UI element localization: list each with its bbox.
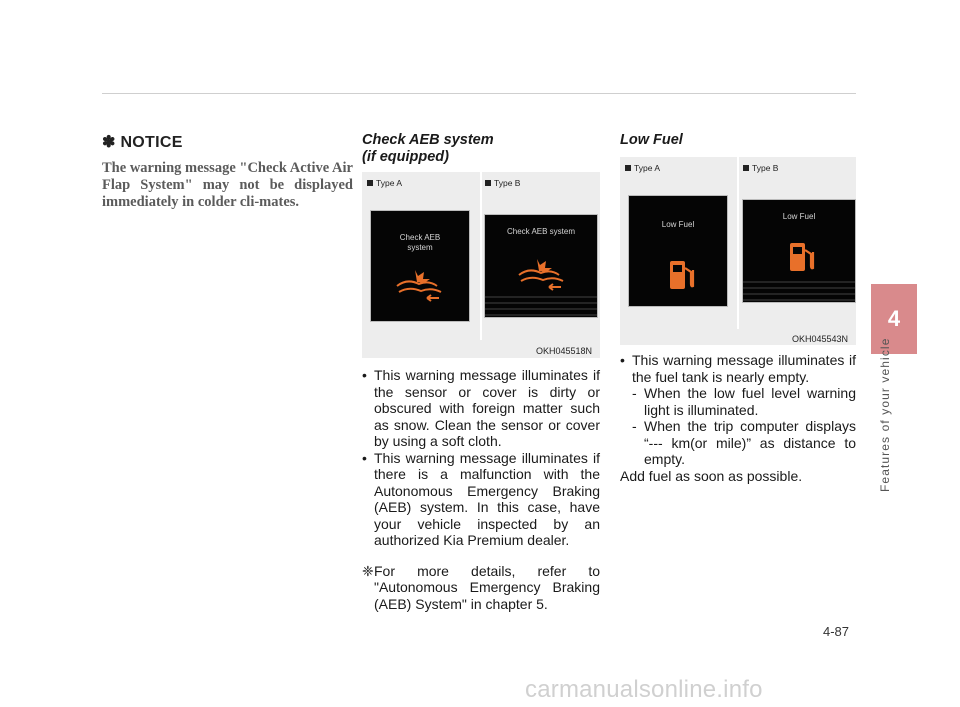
low-fuel-title: Low Fuel	[620, 132, 683, 148]
aeb-bullet-1: • This warning message illuminates if the sensor or cover is dirty or obscured with foreign matter such as snow. Clean the sensor or cover by using a soft cloth.	[362, 367, 600, 450]
aeb-screen-type-a	[370, 210, 470, 322]
low-fuel-sub-items	[632, 385, 856, 468]
low-fuel-sub-item-2: - When the trip computer displays “--- km(or mile)” as distance to empty.	[632, 418, 856, 468]
collision-warning-icon	[515, 255, 571, 295]
aeb-title	[362, 132, 600, 166]
aeb-type-a-message: Check AEB system	[399, 233, 441, 252]
low-fuel-bullets	[620, 352, 856, 468]
fuel-type-a-message: Low Fuel	[661, 220, 695, 229]
aeb-figure-code: OKH045518N	[536, 346, 593, 356]
notice-body: The warning message "Check Active Air Flap System" may not be displayed immediately in colder cli-mates.	[102, 160, 353, 210]
aeb-type-a-label: Type A	[367, 178, 402, 188]
low-fuel-section	[620, 132, 856, 149]
chapter-title-text: Features of your vehicle	[878, 337, 892, 492]
watermark: carmanualsonline.info	[525, 676, 763, 703]
reference-symbol-icon: ❈	[362, 562, 374, 579]
fuel-figure-code: OKH045543N	[792, 334, 849, 344]
aeb-bullet-2: • This warning message illuminates if there is a malfunction with the Autonomous Emergency Braking (AEB) system. In this case, have your vehicle inspected by an authorized Kia Premium dealer.	[362, 450, 600, 549]
road-grid-graphic	[485, 293, 597, 317]
chapter-tab[interactable]: 4	[871, 284, 917, 354]
aeb-text	[362, 367, 600, 612]
low-fuel-bullet: • This warning message illuminates if the fuel tank is nearly empty. - When the low fuel level warning light is illuminated. - When the trip computer displays “--- km(or mile)” as distance to empty.	[620, 352, 856, 468]
aeb-screen-type-b	[484, 214, 598, 318]
chapter-side-title	[878, 337, 898, 492]
low-fuel-figure	[620, 157, 856, 345]
aeb-type-b-label: Type B	[485, 178, 520, 188]
aeb-bullets	[362, 367, 600, 549]
aeb-title-line2: (if equipped)	[362, 149, 449, 165]
fuel-pump-icon	[667, 258, 697, 292]
collision-warning-icon	[393, 266, 449, 306]
fuel-screen-type-b	[742, 199, 856, 303]
low-fuel-text	[620, 352, 856, 484]
aeb-title-line1: Check AEB system	[362, 132, 494, 148]
aeb-reference: ❈ For more details, refer to "Autonomous Emergency Braking (AEB) System" in chapter 5.	[362, 562, 600, 612]
fuel-type-a-label: Type A	[625, 163, 660, 173]
road-grid-graphic	[743, 278, 855, 302]
aeb-type-b-message: Check AEB system	[506, 227, 576, 236]
low-fuel-closing: Add fuel as soon as possible.	[620, 467, 803, 484]
fuel-screen-type-a	[628, 195, 728, 307]
aeb-section	[362, 132, 600, 166]
fuel-type-b-message: Low Fuel	[782, 212, 816, 221]
header-rule	[102, 93, 856, 94]
fuel-type-b-label: Type B	[743, 163, 778, 173]
notice-title: ✽ NOTICE	[102, 134, 183, 151]
aeb-figure	[362, 172, 600, 358]
low-fuel-sub-item-1: - When the low fuel level warning light is illuminated.	[632, 385, 856, 418]
notice-section	[102, 132, 353, 211]
page-number: 4-87	[823, 624, 850, 639]
fuel-pump-icon	[787, 240, 817, 274]
